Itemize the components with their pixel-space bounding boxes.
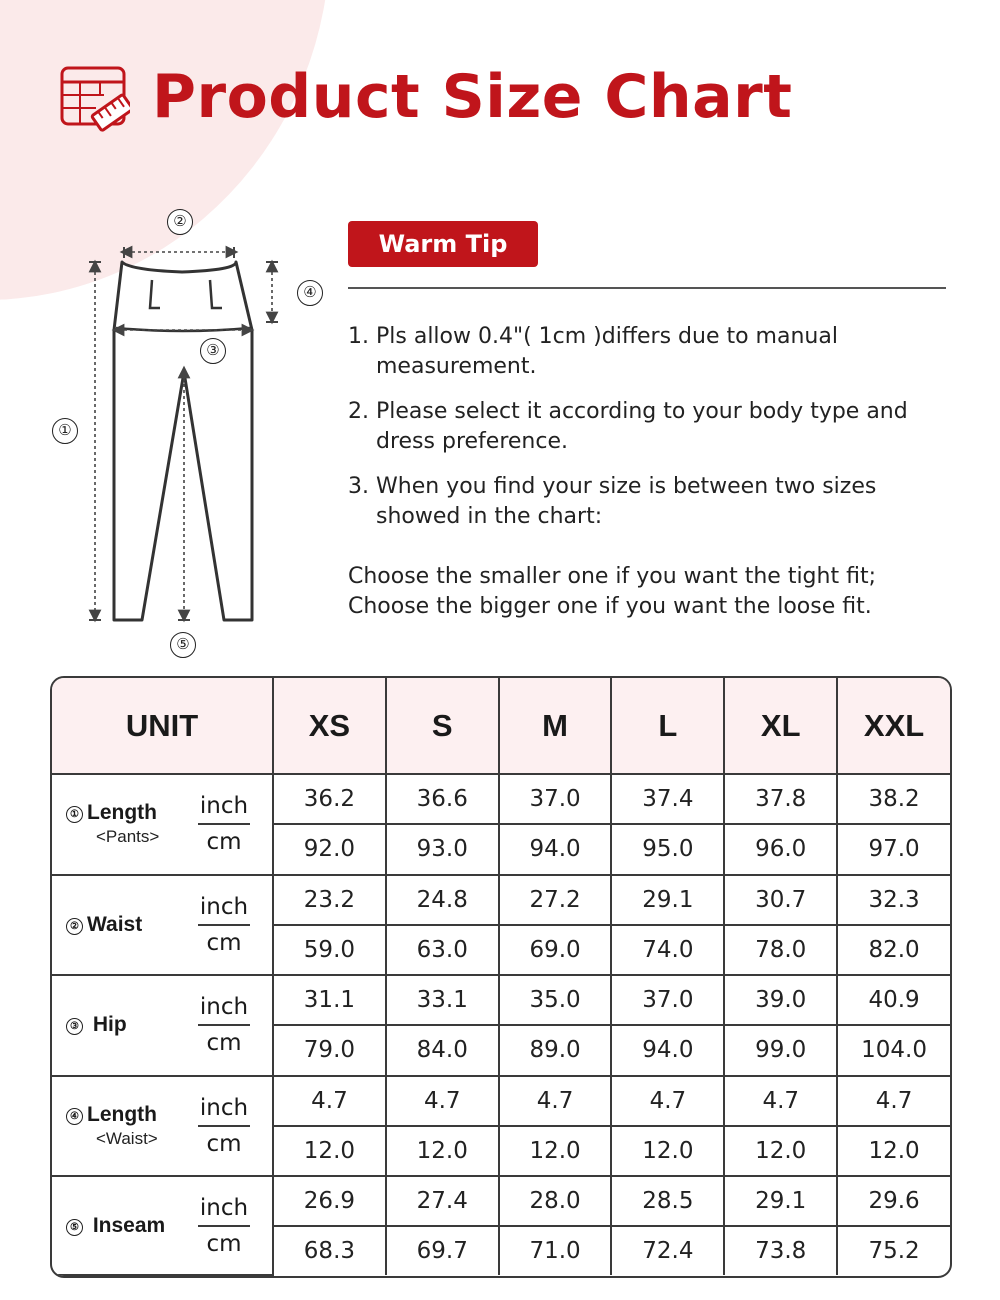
table-cell: 28.5 — [611, 1176, 724, 1226]
column-header-unit: UNIT — [52, 678, 273, 774]
marker-icon: ④ — [66, 1108, 83, 1125]
pants-outline-icon — [40, 200, 340, 670]
table-cell: 97.0 — [837, 824, 950, 874]
table-cell: 24.8 — [386, 875, 499, 925]
unit-inch: inch — [198, 793, 250, 825]
table-cell: 26.9 — [273, 1176, 386, 1226]
marker-icon: ② — [66, 918, 83, 935]
table-cell: 12.0 — [499, 1126, 612, 1176]
table-cell: 63.0 — [386, 925, 499, 975]
table-cell: 30.7 — [724, 875, 837, 925]
size-table — [50, 676, 952, 1278]
table-cell: 82.0 — [837, 925, 950, 975]
table-cell: 29.1 — [724, 1176, 837, 1226]
measurement-sub: <Waist> — [96, 1128, 158, 1148]
marker-5-inseam: ⑤ — [170, 632, 196, 658]
table-cell: 95.0 — [611, 824, 724, 874]
table-cell: 4.7 — [386, 1076, 499, 1126]
table-cell: 36.2 — [273, 774, 386, 824]
table-cell: 84.0 — [386, 1025, 499, 1075]
table-header-row — [52, 678, 950, 774]
measurement-sub: <Pants> — [96, 827, 160, 847]
table-cell: 74.0 — [611, 925, 724, 975]
table-cell: 32.3 — [837, 875, 950, 925]
size-chart-ruler-icon — [60, 62, 130, 132]
list-number: 2. — [348, 399, 369, 424]
table-cell: 27.2 — [499, 875, 612, 925]
table-cell: 99.0 — [724, 1025, 837, 1075]
table-cell: 27.4 — [386, 1176, 499, 1226]
table-cell: 59.0 — [273, 925, 386, 975]
unit-cm: cm — [206, 1030, 242, 1057]
table-cell: 78.0 — [724, 925, 837, 975]
table-row — [52, 875, 950, 925]
column-header-size: M — [499, 678, 612, 774]
table-row — [52, 774, 950, 824]
table-cell: 93.0 — [386, 824, 499, 874]
table-cell: 4.7 — [837, 1076, 950, 1126]
table-cell: 104.0 — [837, 1025, 950, 1075]
table-cell: 28.0 — [499, 1176, 612, 1226]
measurement-name: Length — [87, 801, 157, 825]
table-cell: 69.7 — [386, 1226, 499, 1275]
marker-icon: ⑤ — [66, 1219, 83, 1236]
unit-cm: cm — [206, 1230, 242, 1257]
table-cell: 12.0 — [837, 1126, 950, 1176]
closing-advice — [348, 562, 958, 622]
tip-text: Pls allow 0.4"( 1cm )differs due to manual measurement. — [376, 324, 838, 379]
tip-text: Please select it according to your body type and dress preference. — [376, 399, 908, 454]
list-item — [348, 472, 958, 532]
table-cell: 4.7 — [499, 1076, 612, 1126]
table-cell: 38.2 — [837, 774, 950, 824]
unit-cm: cm — [206, 829, 242, 856]
table-cell: 40.9 — [837, 975, 950, 1025]
table-cell: 33.1 — [386, 975, 499, 1025]
table-cell: 92.0 — [273, 824, 386, 874]
table-cell: 12.0 — [611, 1126, 724, 1176]
marker-icon: ① — [66, 806, 83, 823]
table-cell: 4.7 — [611, 1076, 724, 1126]
table-cell: 37.4 — [611, 774, 724, 824]
closing-line: Choose the bigger one if you want the loose fit. — [348, 594, 872, 619]
measurement-label-cell — [52, 975, 273, 1076]
unit-inch: inch — [198, 994, 250, 1026]
table-cell: 68.3 — [273, 1226, 386, 1275]
table-row — [52, 975, 950, 1025]
table-cell: 75.2 — [837, 1226, 950, 1275]
list-item — [348, 322, 958, 382]
column-header-size: S — [386, 678, 499, 774]
list-number: 1. — [348, 324, 369, 349]
table-cell: 12.0 — [386, 1126, 499, 1176]
marker-icon: ③ — [66, 1018, 83, 1035]
measurement-label-cell — [52, 875, 273, 976]
table-cell: 39.0 — [724, 975, 837, 1025]
table-row — [52, 1076, 950, 1126]
table-cell: 71.0 — [499, 1226, 612, 1275]
list-item — [348, 397, 958, 457]
page-header — [60, 62, 792, 132]
table-cell: 94.0 — [499, 824, 612, 874]
measurement-label-cell — [52, 774, 273, 875]
unit-inch: inch — [198, 894, 250, 926]
measurement-name: Waist — [87, 912, 143, 936]
warm-tip-badge: Warm Tip — [348, 221, 538, 267]
table-cell: 94.0 — [611, 1025, 724, 1075]
page-title: Product Size Chart — [152, 62, 793, 132]
table-cell: 89.0 — [499, 1025, 612, 1075]
table-cell: 31.1 — [273, 975, 386, 1025]
unit-inch: inch — [198, 1195, 250, 1227]
measurement-label-cell — [52, 1176, 273, 1275]
table-cell: 72.4 — [611, 1226, 724, 1275]
column-header-size: XXL — [837, 678, 950, 774]
unit-cm: cm — [206, 1130, 242, 1157]
table-cell: 29.1 — [611, 875, 724, 925]
closing-line: Choose the smaller one if you want the tight fit; — [348, 564, 876, 589]
table-cell: 12.0 — [273, 1126, 386, 1176]
marker-2-waist: ② — [167, 209, 193, 235]
table-cell: 69.0 — [499, 925, 612, 975]
tip-text: When you find your size is between two sizes showed in the chart: — [376, 474, 877, 529]
table-cell: 37.0 — [499, 774, 612, 824]
pants-measurement-diagram — [40, 200, 340, 670]
table-cell: 29.6 — [837, 1176, 950, 1226]
measurement-label-cell — [52, 1076, 273, 1177]
warm-tip-list — [348, 322, 958, 622]
unit-inch: inch — [198, 1095, 250, 1127]
marker-4-waist-length: ④ — [297, 280, 323, 306]
table-cell: 4.7 — [724, 1076, 837, 1126]
table-cell: 37.8 — [724, 774, 837, 824]
table-row — [52, 1176, 950, 1226]
measurement-name: Inseam — [92, 1213, 166, 1237]
marker-1-length: ① — [52, 418, 78, 444]
table-cell: 36.6 — [386, 774, 499, 824]
table-cell: 23.2 — [273, 875, 386, 925]
column-header-size: XL — [724, 678, 837, 774]
column-header-size: L — [611, 678, 724, 774]
divider — [348, 287, 946, 289]
table-cell: 35.0 — [499, 975, 612, 1025]
column-header-size: XS — [273, 678, 386, 774]
marker-3-hip: ③ — [200, 338, 226, 364]
table-cell: 4.7 — [273, 1076, 386, 1126]
table-cell: 96.0 — [724, 824, 837, 874]
measurement-name: Length — [87, 1102, 157, 1126]
unit-cm: cm — [206, 929, 242, 956]
measurement-name: Hip — [92, 1013, 127, 1037]
table-cell: 79.0 — [273, 1025, 386, 1075]
list-number: 3. — [348, 474, 369, 499]
table-cell: 73.8 — [724, 1226, 837, 1275]
table-cell: 37.0 — [611, 975, 724, 1025]
table-cell: 12.0 — [724, 1126, 837, 1176]
